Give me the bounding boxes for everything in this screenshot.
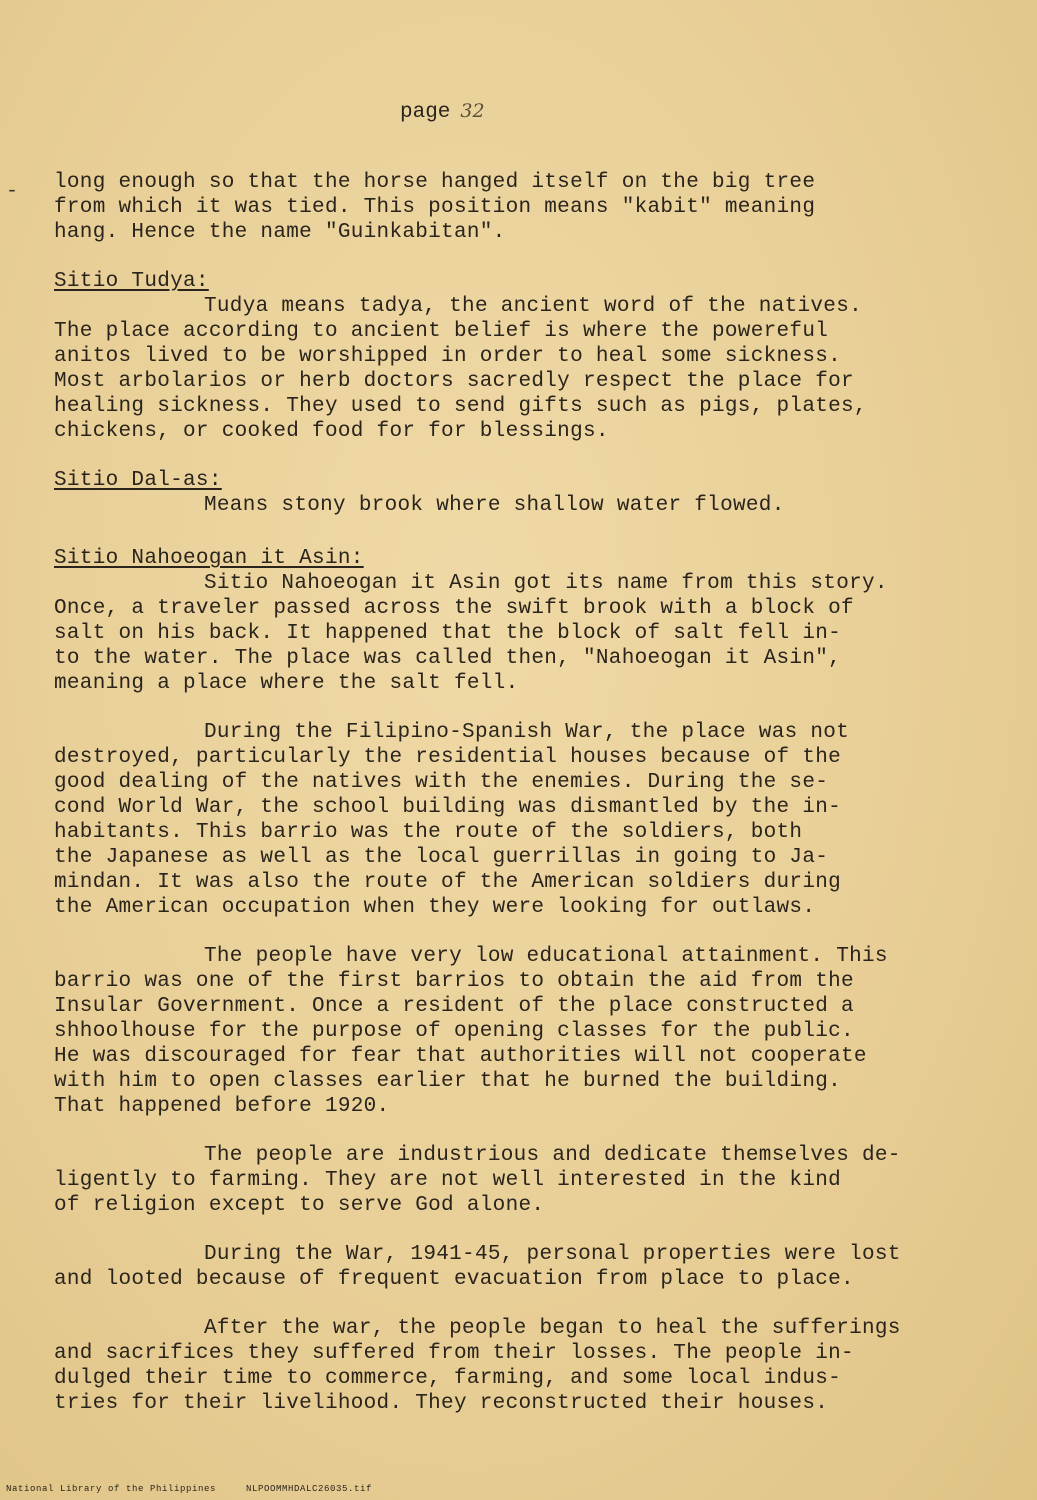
text-line: Most arbolarios or herb doctors sacredly respect the place for bbox=[54, 370, 854, 393]
text-line: barrio was one of the first barrios to obtain the aid from the bbox=[54, 970, 854, 993]
paragraph bbox=[54, 170, 1004, 245]
library-credit: National Library of the Philippines bbox=[6, 1484, 217, 1494]
paragraph bbox=[54, 468, 1004, 518]
text-line: After the war, the people began to heal the sufferings bbox=[204, 1317, 901, 1340]
scan-footer bbox=[6, 1484, 402, 1494]
document-body bbox=[54, 170, 1004, 1440]
text-line: dulged their time to commerce, farming, and some local indus- bbox=[54, 1367, 842, 1390]
text-line: Once, a traveler passed across the swift brook with a block of bbox=[54, 597, 854, 620]
scan-filename: NLPOOMMHDALC26035.tif bbox=[246, 1484, 373, 1494]
paragraph bbox=[54, 1316, 1004, 1416]
text-line: chickens, or cooked food for for blessings. bbox=[54, 420, 609, 443]
text-line: the American occupation when they were looking for outlaws. bbox=[54, 896, 816, 919]
text-line: tries for their livelihood. They reconstructed their houses. bbox=[54, 1392, 829, 1415]
paragraph bbox=[54, 720, 1004, 920]
text-line: mindan. It was also the route of the American soldiers during bbox=[54, 871, 842, 894]
text-line: from which it was tied. This position means "kabit" meaning bbox=[54, 196, 816, 219]
section-heading: Sitio Dal-as: bbox=[54, 469, 222, 492]
text-line: Tudya means tadya, the ancient word of the natives. bbox=[204, 295, 863, 318]
text-line: habitants. This barrio was the route of the soldiers, both bbox=[54, 821, 803, 844]
paragraph bbox=[54, 1143, 1004, 1218]
text-line: cond World War, the school building was dismantled by the in- bbox=[54, 796, 842, 819]
text-line: to the water. The place was called then, "Nahoeogan it Asin", bbox=[54, 647, 842, 670]
text-line: good dealing of the natives with the enemies. During the se- bbox=[54, 771, 829, 794]
text-line: The people have very low educational attainment. This bbox=[204, 945, 888, 968]
margin-mark: - bbox=[6, 180, 19, 203]
text-line: During the War, 1941-45, personal properties were lost bbox=[204, 1243, 901, 1266]
text-line: During the Filipino-Spanish War, the place was not bbox=[204, 721, 850, 744]
text-line: the Japanese as well as the local guerrillas in going to Ja- bbox=[54, 846, 829, 869]
paragraph bbox=[54, 269, 1004, 444]
text-line: The people are industrious and dedicate themselves de- bbox=[204, 1144, 901, 1167]
text-line: He was discouraged for fear that authorities will not cooperate bbox=[54, 1045, 867, 1068]
text-line: and looted because of frequent evacuation from place to place. bbox=[54, 1268, 854, 1291]
paragraph bbox=[54, 1242, 1004, 1292]
text-line: healing sickness. They used to send gifts such as pigs, plates, bbox=[54, 395, 867, 418]
text-line: shhoolhouse for the purpose of opening classes for the public. bbox=[54, 1020, 854, 1043]
paragraph bbox=[54, 546, 1004, 696]
text-line: of religion except to serve God alone. bbox=[54, 1194, 545, 1217]
text-line: destroyed, particularly the residential houses because of the bbox=[54, 746, 842, 769]
text-line: Sitio Nahoeogan it Asin got its name from this story. bbox=[204, 572, 888, 595]
section-heading: Sitio Nahoeogan it Asin: bbox=[54, 547, 364, 570]
text-line: with him to open classes earlier that he burned the building. bbox=[54, 1070, 842, 1093]
text-line: Insular Government. Once a resident of the place constructed a bbox=[54, 995, 854, 1018]
page-label: page bbox=[400, 101, 451, 124]
text-line: salt on his back. It happened that the block of salt fell in- bbox=[54, 622, 842, 645]
page-header bbox=[400, 100, 485, 124]
text-line: That happened before 1920. bbox=[54, 1095, 390, 1118]
text-line: ligently to farming. They are not well interested in the kind bbox=[54, 1169, 842, 1192]
paragraph bbox=[54, 944, 1004, 1119]
text-line: The place according to ancient belief is where the powereful bbox=[54, 320, 829, 343]
text-line: anitos lived to be worshipped in order to heal some sickness. bbox=[54, 345, 842, 368]
text-line: Means stony brook where shallow water flowed. bbox=[204, 494, 785, 517]
section-heading: Sitio Tudya: bbox=[54, 270, 209, 293]
page-number: 32 bbox=[460, 100, 485, 122]
text-line: meaning a place where the salt fell. bbox=[54, 672, 519, 695]
text-line: hang. Hence the name "Guinkabitan". bbox=[54, 221, 506, 244]
text-line: long enough so that the horse hanged itself on the big tree bbox=[54, 171, 816, 194]
text-line: and sacrifices they suffered from their losses. The people in- bbox=[54, 1342, 854, 1365]
